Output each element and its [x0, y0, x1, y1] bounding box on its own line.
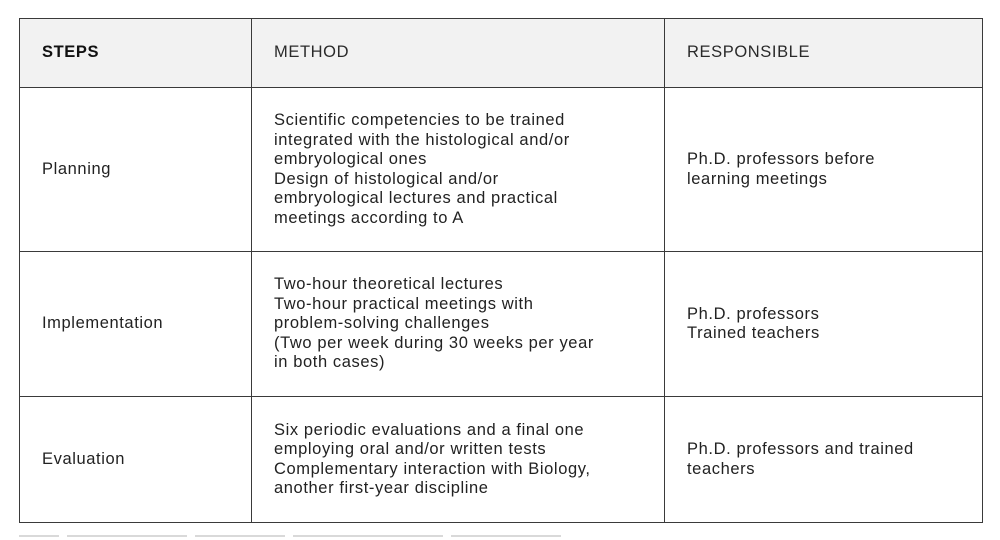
method-line: Scientific competencies to be trained: [274, 111, 565, 129]
responsible-cell: [665, 88, 983, 252]
step-cell: Planning: [20, 88, 252, 252]
table-row: [20, 88, 983, 252]
method-line: Complementary interaction with Biology,: [274, 459, 591, 478]
header-method: METHOD: [252, 19, 665, 88]
methodology-table: [19, 18, 983, 523]
method-line: embryological lectures and practical: [274, 189, 558, 207]
step-cell: Evaluation: [20, 397, 252, 523]
responsible-line: Ph.D. professors before: [687, 150, 876, 168]
method-line: meetings according to A: [274, 208, 464, 227]
method-cell: [252, 88, 665, 252]
table-row: [20, 397, 983, 523]
method-line: Two-hour practical meetings with: [274, 294, 534, 313]
responsible-cell: [665, 397, 983, 523]
method-line: (Two per week during 30 weeks per year: [274, 333, 594, 352]
responsible-line: Trained teachers: [687, 324, 820, 342]
responsible-line: Ph.D. professors: [687, 304, 820, 323]
responsible-line: learning meetings: [687, 169, 828, 188]
method-line: Two-hour theoretical lectures: [274, 275, 504, 294]
responsible-line: Ph.D. professors and trained: [687, 440, 914, 458]
method-line: another first-year discipline: [274, 479, 489, 497]
method-line: problem-solving challenges: [274, 314, 490, 333]
header-responsible: RESPONSIBLE: [665, 19, 983, 88]
step-cell: Implementation: [20, 252, 252, 397]
responsible-cell: [665, 252, 983, 397]
method-line: employing oral and/or written tests: [274, 440, 547, 458]
method-cell: [252, 252, 665, 397]
header-steps: STEPS: [20, 19, 252, 88]
table-row: [20, 252, 983, 397]
table-header-row: [20, 19, 983, 88]
method-line: Six periodic evaluations and a final one: [274, 420, 585, 439]
method-line: embryological ones: [274, 150, 427, 168]
method-line: integrated with the histological and/or: [274, 130, 570, 149]
cropped-caption-remnant: [19, 535, 619, 540]
method-cell: [252, 397, 665, 523]
responsible-line: teachers: [687, 459, 756, 478]
methodology-table-container: [19, 18, 982, 523]
method-line: in both cases): [274, 353, 386, 372]
method-line: Design of histological and/or: [274, 169, 499, 188]
